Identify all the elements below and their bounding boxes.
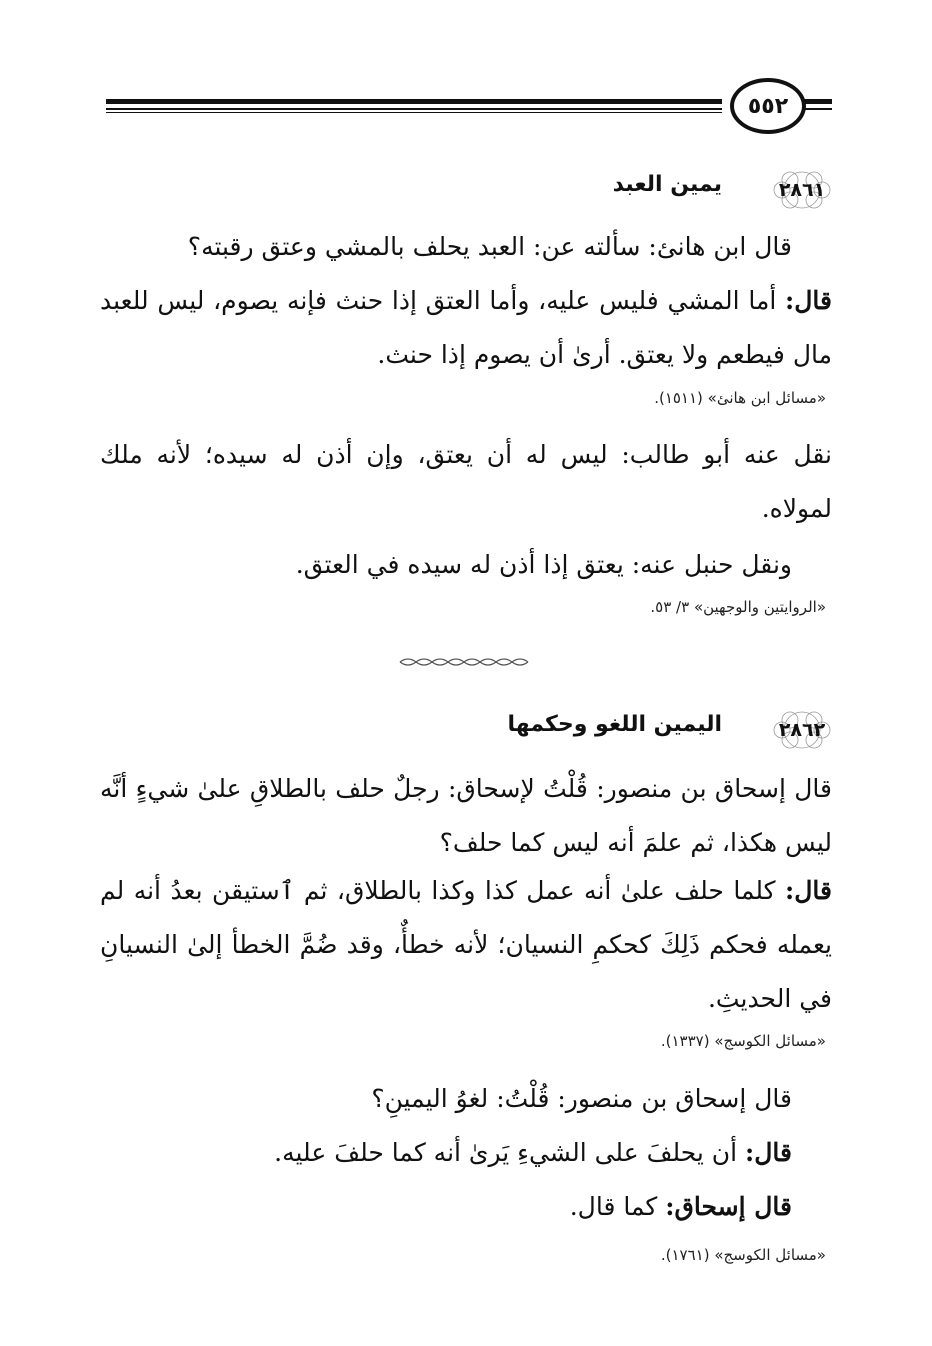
speaker-label: قال: bbox=[785, 876, 832, 905]
source-citation: «مسائل ابن هانئ» (١٥١١). bbox=[654, 389, 826, 407]
section-title: يمين العبد bbox=[612, 172, 722, 197]
question-paragraph: قال ابن هانئ: سألته عن: العبد يحلف بالمشي وعتق رقبته؟ bbox=[187, 232, 792, 261]
narration-paragraph: نقل عنه أبو طالب: ليس له أن يعتق، وإن أذن له سيده؛ لأنه ملك لمولاه. bbox=[100, 440, 832, 523]
header-rule bbox=[802, 99, 832, 104]
answer-paragraph bbox=[100, 1180, 792, 1234]
section-header bbox=[106, 168, 832, 214]
answer-text: أن يحلفَ على الشيءِ يَرىٰ أنه كما حلفَ عليه. bbox=[274, 1138, 746, 1167]
page-number: ٥٥٢ bbox=[730, 78, 806, 134]
section-number-badge bbox=[772, 168, 832, 212]
question-paragraph: قال إسحاق بن منصور: قُلْتُ لإسحاق: رجلٌ حلف بالطلاقِ علىٰ شيءٍ أنَّه ليس هكذا، ثم علمَ أنه ليس كما حلف؟ bbox=[100, 774, 832, 857]
section-number: ٢٨٦١ bbox=[778, 179, 826, 201]
header-rule bbox=[106, 108, 722, 110]
answer-paragraph bbox=[100, 1126, 792, 1180]
divider-ornament-icon bbox=[396, 655, 536, 669]
answer-text: أما المشي فليس عليه، وأما العتق إذا حنث فإنه يصوم، ليس للعبد مال فيطعم ولا يعتق. أرىٰ أن يصوم إذا حنث. bbox=[100, 286, 832, 369]
answer-paragraph bbox=[100, 274, 832, 382]
section-title: اليمين اللغو وحكمها bbox=[507, 712, 722, 737]
answer-text: كلما حلف علىٰ أنه عمل كذا وكذا بالطلاق، ثم ٱستيقن بعدُ أنه لم يعمله فحكم ذَلِكَ كحكمِ النسيان؛ لأنه خطأٌ، وقد ضُمَّ الخطأ إلىٰ النسيانِ في الحديثِ. bbox=[100, 876, 832, 1013]
page-header bbox=[106, 78, 832, 136]
header-rule bbox=[106, 112, 722, 113]
section-number: ٢٨٦٢ bbox=[778, 719, 826, 741]
source-citation: «مسائل الكوسج» (١٣٣٧). bbox=[660, 1032, 826, 1050]
section-header bbox=[106, 708, 832, 754]
answer-paragraph bbox=[100, 864, 832, 1026]
speaker-label: قال: bbox=[785, 286, 832, 315]
section-number-badge bbox=[772, 708, 832, 752]
narration-paragraph: ونقل حنبل عنه: يعتق إذا أذن له سيده في العتق. bbox=[295, 550, 792, 579]
header-rule bbox=[106, 99, 722, 104]
source-citation: «الروايتين والوجهين» ٣/ ٥٣. bbox=[650, 598, 826, 616]
header-rule bbox=[802, 108, 832, 110]
speaker-label: قال: bbox=[745, 1138, 792, 1167]
answer-text: كما قال. bbox=[569, 1192, 666, 1221]
speaker-label: قال إسحاق: bbox=[665, 1192, 792, 1221]
question-paragraph: قال إسحاق بن منصور: قُلْتُ: لغوُ اليمينِ؟ bbox=[371, 1084, 792, 1113]
source-citation: «مسائل الكوسج» (١٧٦١). bbox=[660, 1246, 826, 1264]
